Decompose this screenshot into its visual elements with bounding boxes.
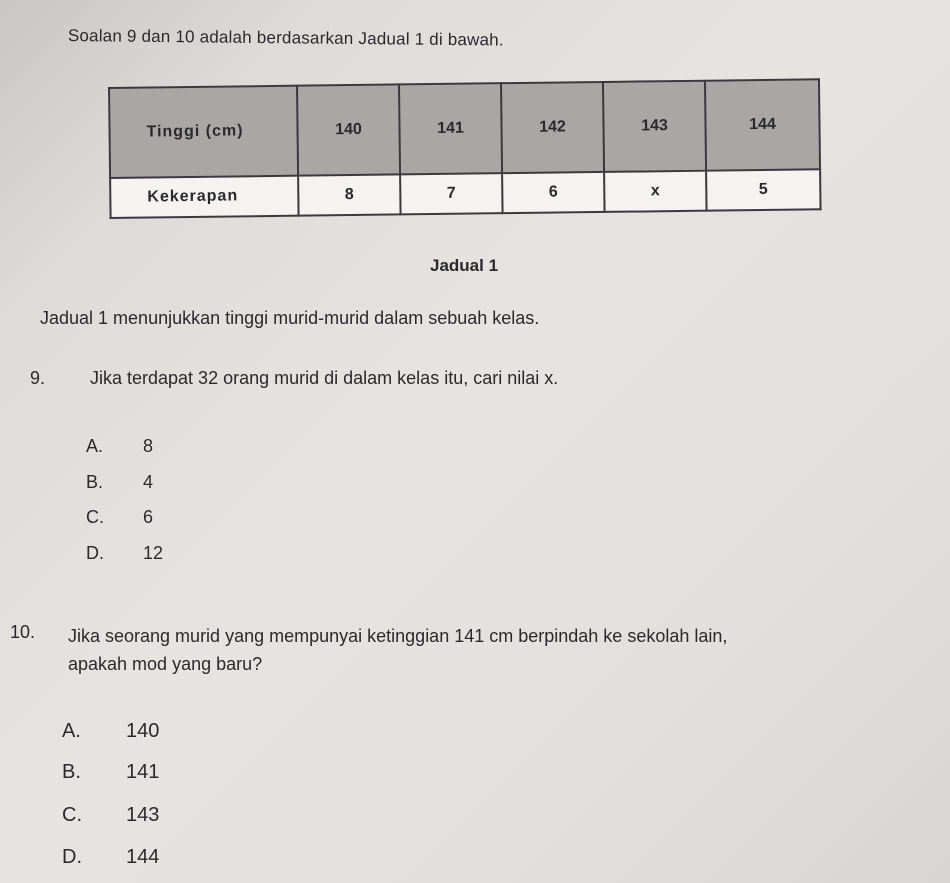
option-label: C. [62, 804, 82, 826]
intro-text: Soalan 9 dan 10 adalah berdasarkan Jadual 1 di bawah. [67, 26, 504, 50]
question-number: 10. [10, 622, 36, 642]
frequency-cell: 5 [706, 169, 820, 210]
option-value: 4 [143, 472, 154, 492]
height-row [109, 79, 820, 178]
option-label: A. [62, 720, 81, 742]
height-cell: 141 [399, 83, 502, 174]
frequency-row-label: Kekerapan [110, 176, 298, 218]
frequency-table [108, 78, 822, 219]
option-label: B. [62, 761, 81, 783]
option-value: 141 [126, 761, 160, 783]
frequency-cell: 6 [502, 172, 604, 213]
option-label: C. [86, 507, 104, 527]
height-row-label: Tinggi (cm) [109, 86, 298, 178]
option-value: 8 [143, 436, 154, 456]
table-description: Jadual 1 menunjukkan tinggi murid-murid dalam sebuah kelas. [40, 308, 540, 328]
frequency-cell: x [604, 171, 706, 212]
question-text-line-1: Jika seorang murid yang mempunyai ketinggian 141 cm berpindah ke sekolah lain, [68, 626, 728, 646]
question-text: Jika terdapat 32 orang murid di dalam kelas itu, cari nilai x. [90, 368, 559, 388]
option-label: A. [86, 436, 104, 456]
option-value: 140 [126, 720, 160, 742]
frequency-cell: 8 [298, 174, 400, 215]
frequency-cell: 7 [400, 173, 502, 214]
frequency-row [110, 169, 820, 218]
question-number: 9. [30, 368, 46, 388]
option-label: B. [86, 472, 104, 492]
frequency-table-wrapper [108, 78, 820, 217]
option-label: D. [62, 846, 82, 868]
height-cell: 143 [603, 81, 706, 172]
height-cell: 144 [705, 79, 820, 170]
option-value: 144 [126, 846, 160, 868]
option-value: 6 [143, 507, 154, 527]
option-value: 143 [126, 804, 160, 826]
table-caption: Jadual 1 [430, 256, 499, 275]
height-cell: 140 [297, 84, 400, 175]
height-cell: 142 [501, 82, 604, 173]
option-label: D. [86, 543, 104, 563]
option-value: 12 [143, 543, 164, 563]
question-text-line-2: apakah mod yang baru? [68, 654, 263, 674]
